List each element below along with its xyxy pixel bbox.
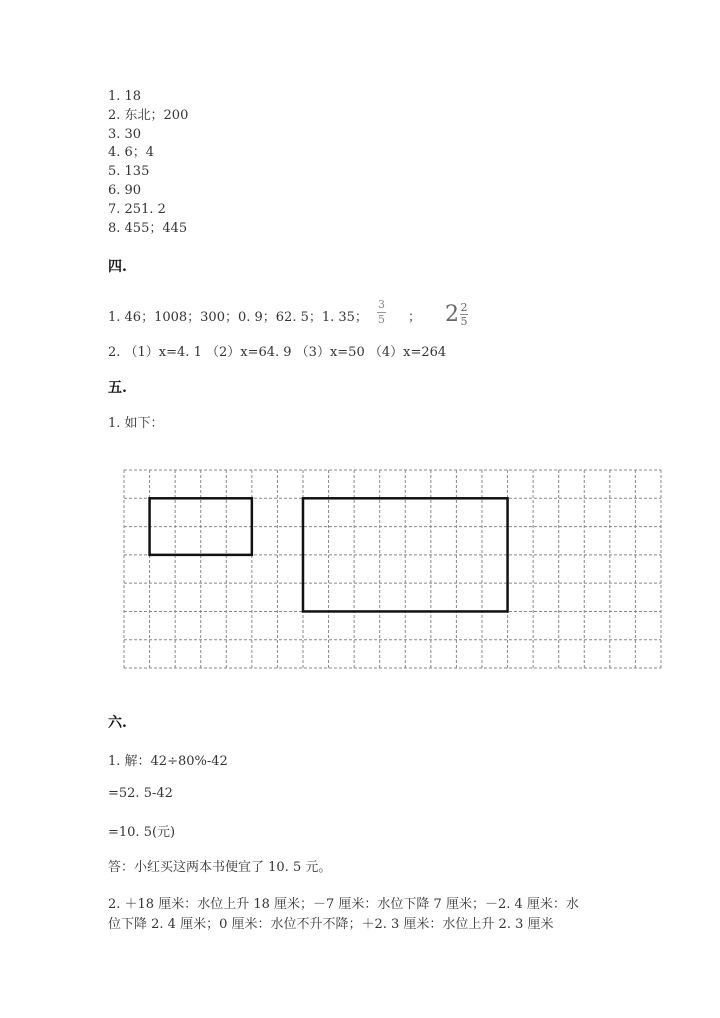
section6-q2-line2: 位下降 2. 4 厘米；0 厘米：水位不升不降；＋2. 3 厘米：水位上升 2. 3 厘米 xyxy=(108,917,554,932)
answer-item: 3. 30 xyxy=(108,126,142,142)
section4-q1-text: 1. 46；1008；300；0. 9；62. 5；1. 35； xyxy=(108,310,368,325)
section5-q1-text: 1. 如下： xyxy=(108,416,164,431)
answer-item: 8. 455；445 xyxy=(108,220,188,236)
grid-diagram xyxy=(123,469,663,675)
section6-q1-line3: =10. 5(元) xyxy=(108,825,176,840)
grid-svg xyxy=(123,469,663,671)
section-heading-5: 五. xyxy=(108,380,127,396)
section-heading-4: 四. xyxy=(108,259,127,275)
answer-list xyxy=(108,88,188,238)
answer-item: 5. 135 xyxy=(108,164,150,180)
mixed-fraction xyxy=(460,302,468,327)
fraction-three-fifths xyxy=(377,299,386,326)
fraction-denominator: 5 xyxy=(460,315,468,328)
answer-item: 1. 18 xyxy=(108,89,142,104)
answer-item: 7. 251. 2 xyxy=(108,201,166,217)
fraction-numerator: 2 xyxy=(460,301,468,314)
mixed-number xyxy=(445,302,468,327)
section6-q2-line1: 2. ＋18 厘米：水位上升 18 厘米；－7 厘米：水位下降 7 厘米；－2. 4 厘米：水 xyxy=(108,897,579,912)
section6-q1-answer: 答：小红买这两本书便宜了 10. 5 元。 xyxy=(108,860,332,875)
answer-item: 4. 6；4 xyxy=(108,145,155,161)
fraction-denominator: 5 xyxy=(378,313,385,326)
answer-item: 6. 90 xyxy=(108,182,142,198)
section4-q2-text: 2. （1）x=4. 1 （2）x=64. 9 （3）x=50 （4）x=264 xyxy=(108,345,447,360)
section6-q1-line1: 1. 解：42÷80%-42 xyxy=(108,754,228,769)
section6-q1-line2: =52. 5-42 xyxy=(108,786,173,801)
section4-q1-separator: ； xyxy=(408,310,422,325)
mixed-whole: 2 xyxy=(445,301,459,327)
section-heading-6: 六. xyxy=(108,715,127,731)
answer-item: 2. 东北；200 xyxy=(108,107,189,123)
fraction-numerator: 3 xyxy=(378,298,385,311)
